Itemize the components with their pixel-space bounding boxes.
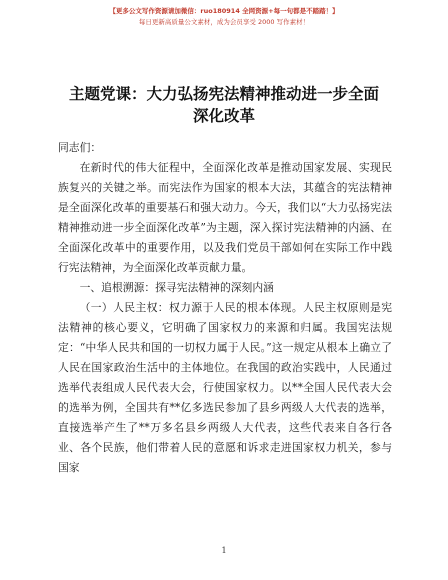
header-banner	[0, 6, 448, 28]
page-number: 1	[221, 546, 227, 555]
greeting: 同志们：	[58, 141, 102, 154]
banner-line-2: 每日更新高质量公文素材，成为会员享受 2000 写作素材！	[138, 18, 310, 26]
document-body	[58, 138, 392, 478]
title-line-1: 主题党课：大力弘扬宪法精神推动进一步全面	[68, 85, 379, 103]
body-paragraph: （一）人民主权：权力源于人民的根本体现。人民主权原则是宪法精神的核心要义，它明确了国家权力的来源和归属。我国宪法规定：“中华人民共和国的一切权力属于人民。”这一规定从根本上确立了人民在国家政治生活中的主体地位。在我国的政治实践中，人民通过选举代表组成人民代表大会，行使国家权力。以**全国人民代表大会的选举为例，全国共有**亿多选民参加了县乡两级人大代表的选举，直接选举产生了**万多名县乡两级人大代表，这些代表来自各行各业、各个民族，他们带着人民的意愿和诉求走进国家权力机关，参与国家	[58, 301, 392, 474]
document-title	[60, 83, 388, 127]
intro-paragraph: 在新时代的伟大征程中，全面深化改革是推动国家发展、实现民族复兴的关键之举。而宪法作为国家的根本大法，其蕴含的宪法精神是全面深化改革的重要基石和强大动力。今天，我们以“大力弘扬宪法精神推动进一步全面深化改革”为主题，深入探讨宪法精神的内涵、在全面深化改革中的重要作用，以及我们党员干部如何在实际工作中践行宪法精神，为全面深化改革贡献力量。	[58, 161, 392, 274]
section-heading: 一、追根溯源：探寻宪法精神的深刻内涵	[79, 281, 274, 294]
title-line-2: 深化改革	[192, 107, 255, 125]
banner-line-1: 【更多公文写作资源请加微信：ruo180914 全网资源+每一句都是不踏踏！】	[109, 7, 339, 15]
